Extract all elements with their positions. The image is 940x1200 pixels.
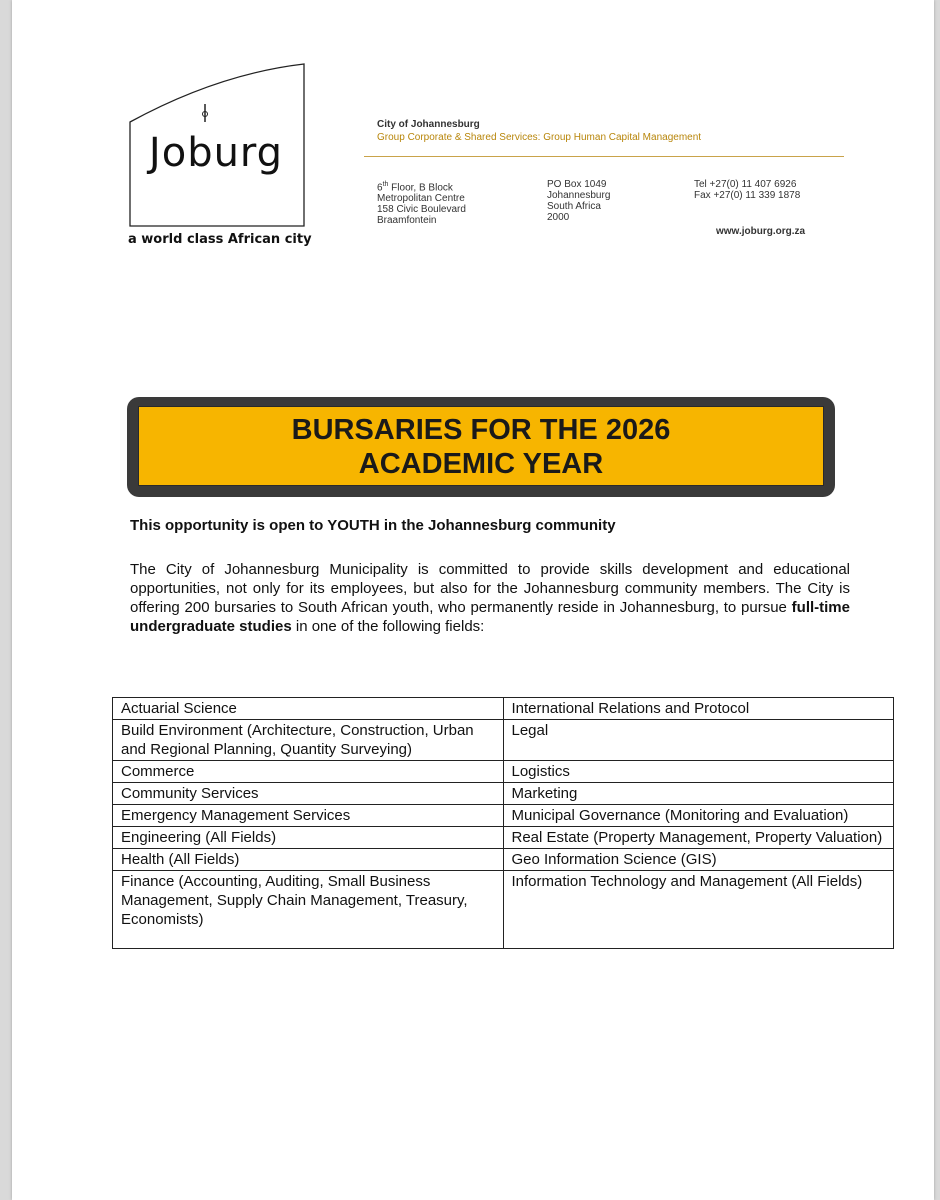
table-row	[113, 827, 894, 849]
title-banner	[127, 397, 835, 497]
org-department: Group Corporate & Shared Services: Group Human Capital Management	[377, 132, 702, 143]
org-name: City of Johannesburg	[377, 119, 480, 130]
fax: Fax +27(0) 11 339 1878	[694, 190, 801, 201]
street-line-3: 158 Civic Boulevard	[377, 204, 466, 216]
table-cell: Actuarial Science	[113, 698, 504, 720]
table-row	[113, 698, 894, 720]
website-link[interactable]: www.joburg.org.za	[716, 226, 806, 237]
po-line-2: Johannesburg	[547, 190, 611, 201]
contact-numbers	[694, 179, 800, 201]
table-cell: Marketing	[503, 783, 894, 805]
floor-number: 6	[377, 182, 383, 194]
fields-table	[112, 697, 894, 949]
paragraph-bold: full-time undergraduate studies	[130, 599, 850, 635]
table-cell: Engineering (All Fields)	[113, 827, 504, 849]
table-row	[113, 783, 894, 805]
table-cell: Emergency Management Services	[113, 805, 504, 827]
table-cell: International Relations and Protocol	[503, 698, 894, 720]
table-cell: Logistics	[503, 761, 894, 783]
table-cell: Information Technology and Management (All Fields)	[503, 871, 894, 949]
paragraph-text-2: in one of the following fields:	[291, 618, 485, 635]
paragraph-text-1: The City of Johannesburg Municipality is committed to provide skills development and educational opportunities, not only for its employees, but also for the Johannesburg community members. The City is offering 200 bursaries to South African youth, who permanently reside in Johannesburg, to pursue	[130, 561, 850, 616]
street-line-2: Metropolitan Centre	[377, 193, 465, 205]
telephone: Tel +27(0) 11 407 6926	[694, 179, 797, 190]
document-page	[12, 0, 934, 1200]
table-row	[113, 761, 894, 783]
table-cell: Municipal Governance (Monitoring and Evaluation)	[503, 805, 894, 827]
table-cell: Health (All Fields)	[113, 849, 504, 871]
header-divider	[364, 156, 844, 157]
logo-wordmark: Joburg	[148, 130, 284, 176]
table-row	[113, 849, 894, 871]
street-line-4: Braamfontein	[377, 215, 437, 227]
table-row	[113, 720, 894, 761]
floor-superscript: th	[382, 181, 389, 188]
table-row	[113, 871, 894, 949]
title-banner-fill	[138, 406, 824, 486]
po-line-4: 2000	[547, 212, 570, 223]
joburg-logo	[128, 60, 306, 228]
table-cell: Finance (Accounting, Auditing, Small Business Management, Supply Chain Management, Treasury, Economists)	[113, 871, 504, 949]
org-header	[377, 119, 837, 143]
table-cell: Build Environment (Architecture, Construction, Urban and Regional Planning, Quantity Surveying)	[113, 720, 504, 761]
logo-tagline: a world class African city	[128, 232, 312, 247]
lead-statement: This opportunity is open to YOUTH in the Johannesburg community	[130, 517, 616, 534]
table-cell: Real Estate (Property Management, Property Valuation)	[503, 827, 894, 849]
title-line-2: ACADEMIC YEAR	[358, 448, 604, 480]
po-line-1: PO Box 1049	[547, 179, 607, 190]
postal-address	[547, 179, 610, 223]
floor-text: Floor, B Block	[388, 182, 453, 194]
table-row	[113, 805, 894, 827]
street-address	[377, 179, 466, 226]
title-line-1: BURSARIES FOR THE 2026	[291, 414, 671, 446]
table-cell: Geo Information Science (GIS)	[503, 849, 894, 871]
intro-paragraph	[130, 560, 850, 636]
table-cell: Commerce	[113, 761, 504, 783]
po-line-3: South Africa	[547, 201, 601, 212]
table-cell: Community Services	[113, 783, 504, 805]
table-cell: Legal	[503, 720, 894, 761]
